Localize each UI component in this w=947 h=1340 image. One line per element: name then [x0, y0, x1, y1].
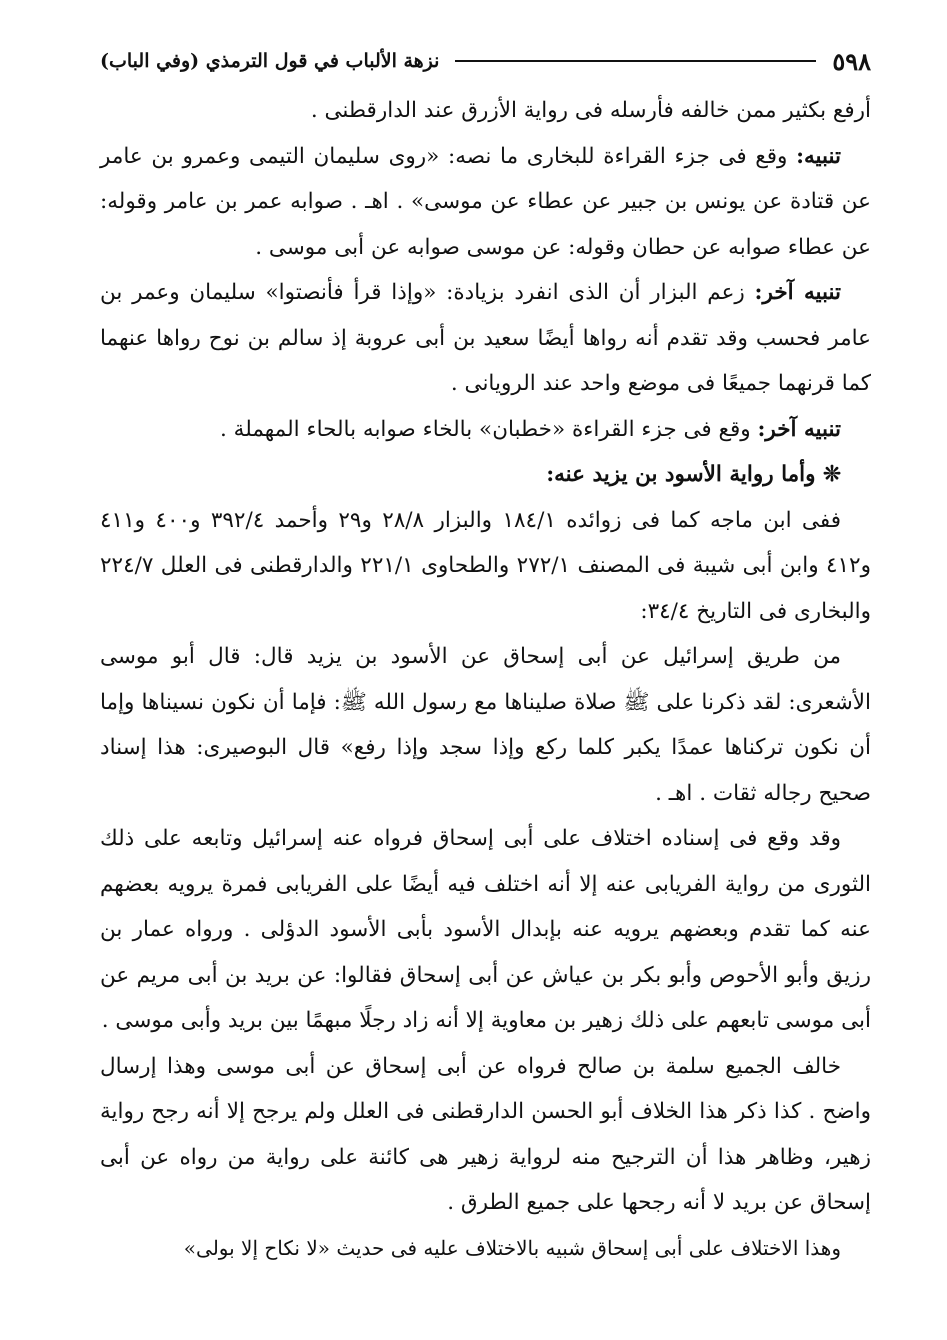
paragraph-text: أرفع بكثير ممن خالفه فأرسله فى رواية الأزرق عند الدارقطنى .	[310, 98, 871, 123]
paragraph-lead: تنبيه آخر:	[754, 280, 841, 305]
paragraph	[100, 407, 871, 453]
paragraph-text: وقد وقع فى إسناده اختلاف على أبى إسحاق فرواه عنه إسرائيل وتابعه على ذلك الثورى من رواية الفريابى عنه إلا أنه اختلف فيه أيضًا على الفريابى فمرة يرويه بعضهم عنه كما تقدم وبعضهم يرويه عنه بإبدال الأسود بأبى الأسود الدؤلى . ورواه عمار بن رزيق وأبو الأحوص وأبو بكر بن عياش عن أبى إسحاق فقالوا: عن بريد بن أبى مريم عن أبى موسى تابعهم على ذلك زهير بن معاوية إلا أنه زاد رجلًا مبهمًا بين بريد وأبى موسى .	[100, 826, 871, 1033]
paragraph	[100, 1226, 871, 1272]
page-header	[100, 44, 871, 78]
section-heading	[100, 452, 871, 498]
paragraph	[100, 88, 871, 134]
paragraph-text: من طريق إسرائيل عن أبى إسحاق عن الأسود بن يزيد قال: قال أبو موسى الأشعرى: لقد ذكرنا على ﷺ صلاة صليناها مع رسول الله ﷺ: فإما أن نكون نسيناها وإما أن نكون تركناها عمدًا يكبر كلما ركع وإذا سجد وإذا رفع» قال البوصيرى: هذا إسناد صحيح رجاله ثقات . اهـ .	[100, 644, 871, 806]
paragraph-text: وقع فى جزء القراءة «خطبان» بالخاء صوابه بالحاء المهملة .	[220, 416, 758, 442]
page-body	[100, 88, 871, 1271]
paragraph	[100, 1044, 871, 1226]
paragraph-lead: تنبيه آخر:	[757, 416, 841, 442]
star-icon: ❊	[822, 462, 841, 487]
paragraph	[100, 134, 871, 271]
paragraph-text: خالف الجميع سلمة بن صالح فرواه عن أبى إسحاق عن أبى موسى وهذا إرسال واضح . كذا ذكر هذا الخلاف أبو الحسن الدارقطنى فى العلل ولم يرجح إلا أنه رجح رواية زهير، وظاهر هذا أن الترجيح منه لرواية زهير هى كائنة على رواية من رواه عن أبى إسحاق عن بريد لا أنه رجحها على جميع الطرق .	[100, 1053, 871, 1215]
paragraph-text: وهذا الاختلاف على أبى إسحاق شبيه بالاختلاف عليه فى حديث «لا نكاح إلا بولى»	[183, 1235, 841, 1260]
page-number: ٥٩٨	[832, 46, 871, 76]
paragraph-text: ففى ابن ماجه كما فى زوائده ١٨٤/١ والبزار ٢٨/٨ و٢٩ وأحمد ٣٩٢/٤ و٤٠٠ و٤١١ و٤١٢ وابن أبى شيبة فى المصنف ٢٧٢/١ والطحاوى ٢٢١/١ والدارقطنى فى العلل ٢٢٤/٧ والبخارى فى التاريخ ٣٤/٤:	[100, 507, 871, 624]
paragraph-text: زعم البزار أن الذى انفرد بزيادة: «وإذا قرأ فأنصتوا» سليمان وعمر بن عامر فحسب وقد تقدم أنه رواها أيضًا سعيد بن أبى عروبة إذ سالم بن نوح رواها عنهما كما قرنهما جميعًا فى موضع واحد عند الرويانى .	[100, 280, 871, 396]
paragraph	[100, 270, 871, 407]
running-title: نزهة الألباب في قول الترمذي (وفي الباب)	[100, 50, 440, 72]
header-rule	[455, 60, 816, 62]
section-heading-text: وأما رواية الأسود بن يزيد عنه:	[546, 462, 823, 487]
paragraph-lead: تنبيه:	[796, 143, 841, 169]
paragraph-text: وقع فى جزء القراءة للبخارى ما نصه: «روى سليمان التيمى وعمرو بن عامر عن قتادة عن يونس بن جبير عن عطاء عن موسى» . اهـ . صوابه عمر بن عامر وقوله: عن عطاء صوابه عن حطان وقوله: عن موسى صوابه عن أبى موسى .	[100, 143, 871, 260]
paragraph	[100, 816, 871, 1044]
paragraph	[100, 498, 871, 635]
paragraph	[100, 634, 871, 816]
